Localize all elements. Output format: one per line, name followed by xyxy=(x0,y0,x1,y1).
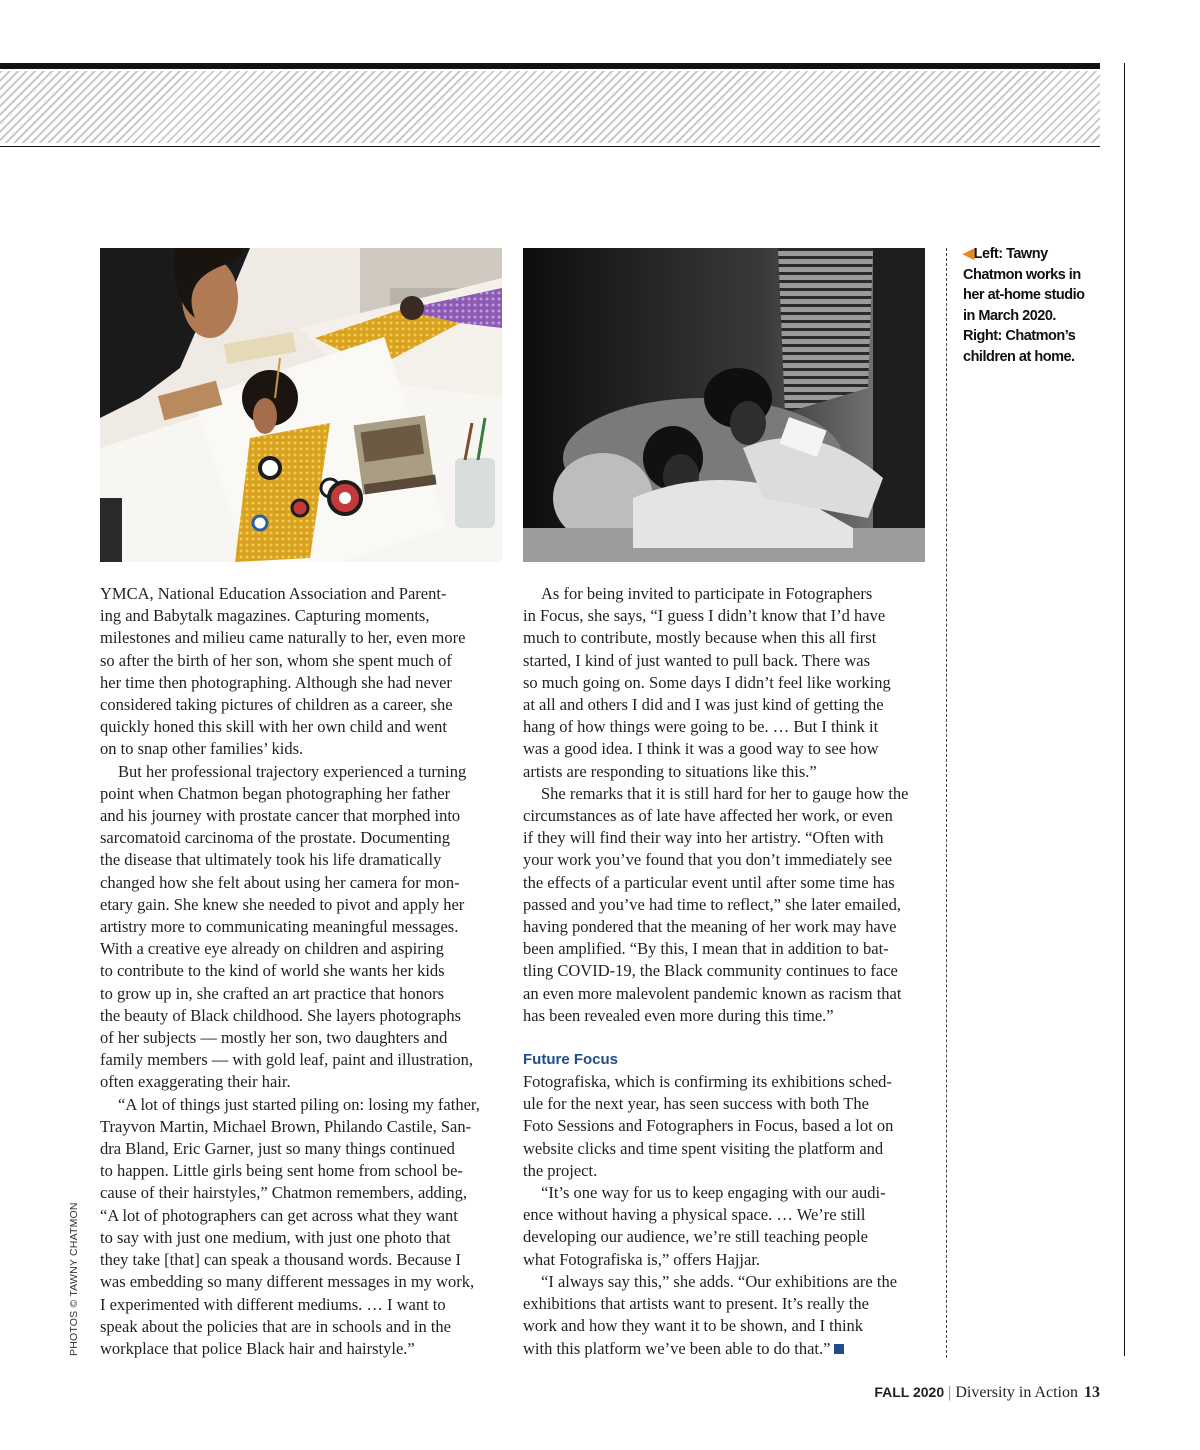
photo-caption xyxy=(963,244,1103,367)
text-line: with this platform we’ve been able to do that.” xyxy=(523,1338,831,1358)
text-line-last xyxy=(523,1338,928,1360)
caption-line: Chatmon works in xyxy=(963,266,1081,283)
folio-separator: | xyxy=(948,1384,952,1401)
article-column-left xyxy=(100,583,505,1360)
text-line: etary gain. She knew she needed to pivot and apply her xyxy=(100,894,465,914)
text-line: milestones and milieu came naturally to her, even more xyxy=(100,628,466,648)
text-line: to grow up in, she crafted an art practice that honors xyxy=(100,983,445,1003)
text-line: the effects of a particular event until after some time has xyxy=(523,872,895,892)
header-rule xyxy=(0,63,1100,69)
text-line: sarcomatoid carcinoma of the prostate. Documenting xyxy=(100,828,451,848)
article-column-right xyxy=(523,583,928,1360)
header-hatch-band xyxy=(0,71,1100,143)
text-line: dra Bland, Eric Garner, just so many things continued xyxy=(100,1139,455,1159)
text-line: on to snap other families’ kids. xyxy=(100,739,304,759)
text-line: your work you’ve found that you don’t immediately see xyxy=(523,850,893,870)
caption-line: her at-home studio xyxy=(963,287,1085,303)
photo-children-couch xyxy=(523,248,925,562)
text-line: artists are responding to situations like this.” xyxy=(523,761,817,781)
body-paragraph xyxy=(523,1182,928,1271)
photo-artist-studio xyxy=(100,248,502,562)
text-line: YMCA, National Education Association and Parent- xyxy=(100,584,447,603)
caption-line: Right: Chatmon’s xyxy=(963,328,1076,344)
caption-dotted-divider xyxy=(946,248,947,1358)
text-line: the project. xyxy=(523,1160,598,1180)
caption-line: in March 2020. xyxy=(963,307,1056,324)
text-line: “I always say this,” she adds. “Our exhibitions are the xyxy=(541,1271,898,1291)
folio-publication: Diversity in Action xyxy=(955,1384,1078,1401)
text-line: developing our audience, we’re still teaching people xyxy=(523,1227,868,1247)
text-line: ing and Babytalk magazines. Capturing moments, xyxy=(100,606,430,626)
text-line: her time then photographing. Although she had never xyxy=(100,672,452,692)
text-line: to happen. Little girls being sent home from school be- xyxy=(100,1161,463,1181)
text-line: Foto Sessions and Fotographers in Focus, based a lot on xyxy=(523,1116,894,1136)
text-line: “A lot of photographers can get across what they want xyxy=(100,1205,458,1225)
page-folio xyxy=(874,1384,1100,1402)
text-line: passed and you’ve had time to reflect,” she later emailed, xyxy=(523,894,901,914)
text-line: to say with just one medium, with just one photo that xyxy=(100,1227,451,1247)
caption-line: Left: Tawny xyxy=(973,246,1048,262)
text-line: “A lot of things just started piling on: losing my father, xyxy=(118,1094,480,1114)
text-line: and his journey with prostate cancer that morphed into xyxy=(100,806,461,826)
body-paragraph xyxy=(100,583,505,761)
text-line: tling COVID-19, the Black community continues to face xyxy=(523,961,898,981)
text-line: often exaggerating their hair. xyxy=(100,1072,291,1092)
text-line: “It’s one way for us to keep engaging with our audi- xyxy=(541,1183,886,1203)
text-line: workplace that police Black hair and hairstyle.” xyxy=(100,1338,415,1358)
caption-marker-icon: ◀ xyxy=(963,246,974,262)
text-line: was a good idea. I think it was a good way to see how xyxy=(523,739,879,759)
text-line: Trayvon Martin, Michael Brown, Philando Castile, San- xyxy=(100,1116,472,1136)
text-line: to contribute to the kind of world she wants her kids xyxy=(100,961,445,981)
children-illustration xyxy=(523,248,925,562)
text-line: so after the birth of her son, whom she spent much of xyxy=(100,650,452,670)
body-paragraph xyxy=(523,783,928,1027)
body-paragraph xyxy=(523,1271,928,1360)
text-line: has been revealed even more during this time.” xyxy=(523,1005,834,1025)
text-line: the beauty of Black childhood. She layers photographs xyxy=(100,1005,462,1025)
text-line: With a creative eye already on children and aspiring xyxy=(100,939,444,959)
text-line: work and how they want it to be shown, and I think xyxy=(523,1316,864,1336)
caption-line: children at home. xyxy=(963,348,1075,365)
text-line: hang of how things were going to be. … But I think it xyxy=(523,717,879,737)
text-line: at all and others I did and I was just kind of getting the xyxy=(523,695,884,715)
folio-season: FALL 2020 xyxy=(874,1384,945,1400)
text-line: so much going on. Some days I didn’t feel like working xyxy=(523,672,891,692)
text-line: As for being invited to participate in Fotographers xyxy=(541,584,873,603)
text-line: cause of their hairstyles,” Chatmon remembers, adding, xyxy=(100,1183,468,1203)
text-line: She remarks that it is still hard for her to gauge how the xyxy=(541,783,909,803)
text-line: been amplified. “By this, I mean that in addition to bat- xyxy=(523,939,889,959)
text-line: quickly honed this skill with her own child and went xyxy=(100,717,447,737)
text-line: ule for the next year, has seen success with both The xyxy=(523,1094,869,1114)
text-line: website clicks and time spent visiting the platform and xyxy=(523,1138,884,1158)
text-line: much to contribute, mostly because when this all first xyxy=(523,628,877,648)
text-line: the disease that ultimately took his life dramatically xyxy=(100,850,442,870)
text-line: exhibitions that artists want to present. It’s really the xyxy=(523,1294,869,1314)
text-line: having pondered that the meaning of her work may have xyxy=(523,917,897,937)
page-edge-rule xyxy=(1124,63,1125,1356)
text-line: was embedding so many different messages in my work, xyxy=(100,1272,475,1292)
text-line: an even more malevolent pandemic known as racism that xyxy=(523,983,902,1003)
text-line: ence without having a physical space. … We’re still xyxy=(523,1205,866,1225)
body-paragraph xyxy=(523,1071,928,1182)
folio-page-number: 13 xyxy=(1084,1384,1100,1401)
text-line: But her professional trajectory experienced a turning xyxy=(118,761,467,781)
photo-credit: PHOTOS © TAWNY CHATMON xyxy=(68,1202,80,1356)
text-line: if they will find their way into her artistry. “Often with xyxy=(523,828,884,848)
text-line: of her subjects — mostly her son, two daughters and xyxy=(100,1028,448,1048)
text-line: circumstances as of late have affected her work, or even xyxy=(523,806,893,826)
end-mark-icon xyxy=(834,1344,844,1354)
studio-illustration xyxy=(100,248,502,562)
text-line: started, I kind of just wanted to pull back. There was xyxy=(523,650,871,670)
body-paragraph xyxy=(100,1094,505,1360)
text-line: considered taking pictures of children as a career, she xyxy=(100,695,453,715)
text-line: artistry more to communicating meaningful messages. xyxy=(100,917,459,937)
text-line: they take [that] can speak a thousand words. Because I xyxy=(100,1250,462,1270)
text-line: changed how she felt about using her camera for mon- xyxy=(100,872,460,892)
body-paragraph xyxy=(100,761,505,1094)
text-line: point when Chatmon began photographing her father xyxy=(100,783,451,803)
text-line: what Fotografiska is,” offers Hajjar. xyxy=(523,1249,761,1269)
text-line: in Focus, she says, “I guess I didn’t know that I’d have xyxy=(523,606,886,626)
text-line: Fotografiska, which is confirming its exhibitions sched- xyxy=(523,1072,892,1092)
text-line: family members — with gold leaf, paint and illustration, xyxy=(100,1050,474,1070)
text-line: speak about the policies that are in schools and in the xyxy=(100,1316,451,1336)
section-subhead: Future Focus xyxy=(523,1051,619,1069)
text-line: I experimented with different mediums. … I want to xyxy=(100,1294,446,1314)
header-hatch-underline xyxy=(0,146,1100,147)
body-paragraph xyxy=(523,583,928,783)
